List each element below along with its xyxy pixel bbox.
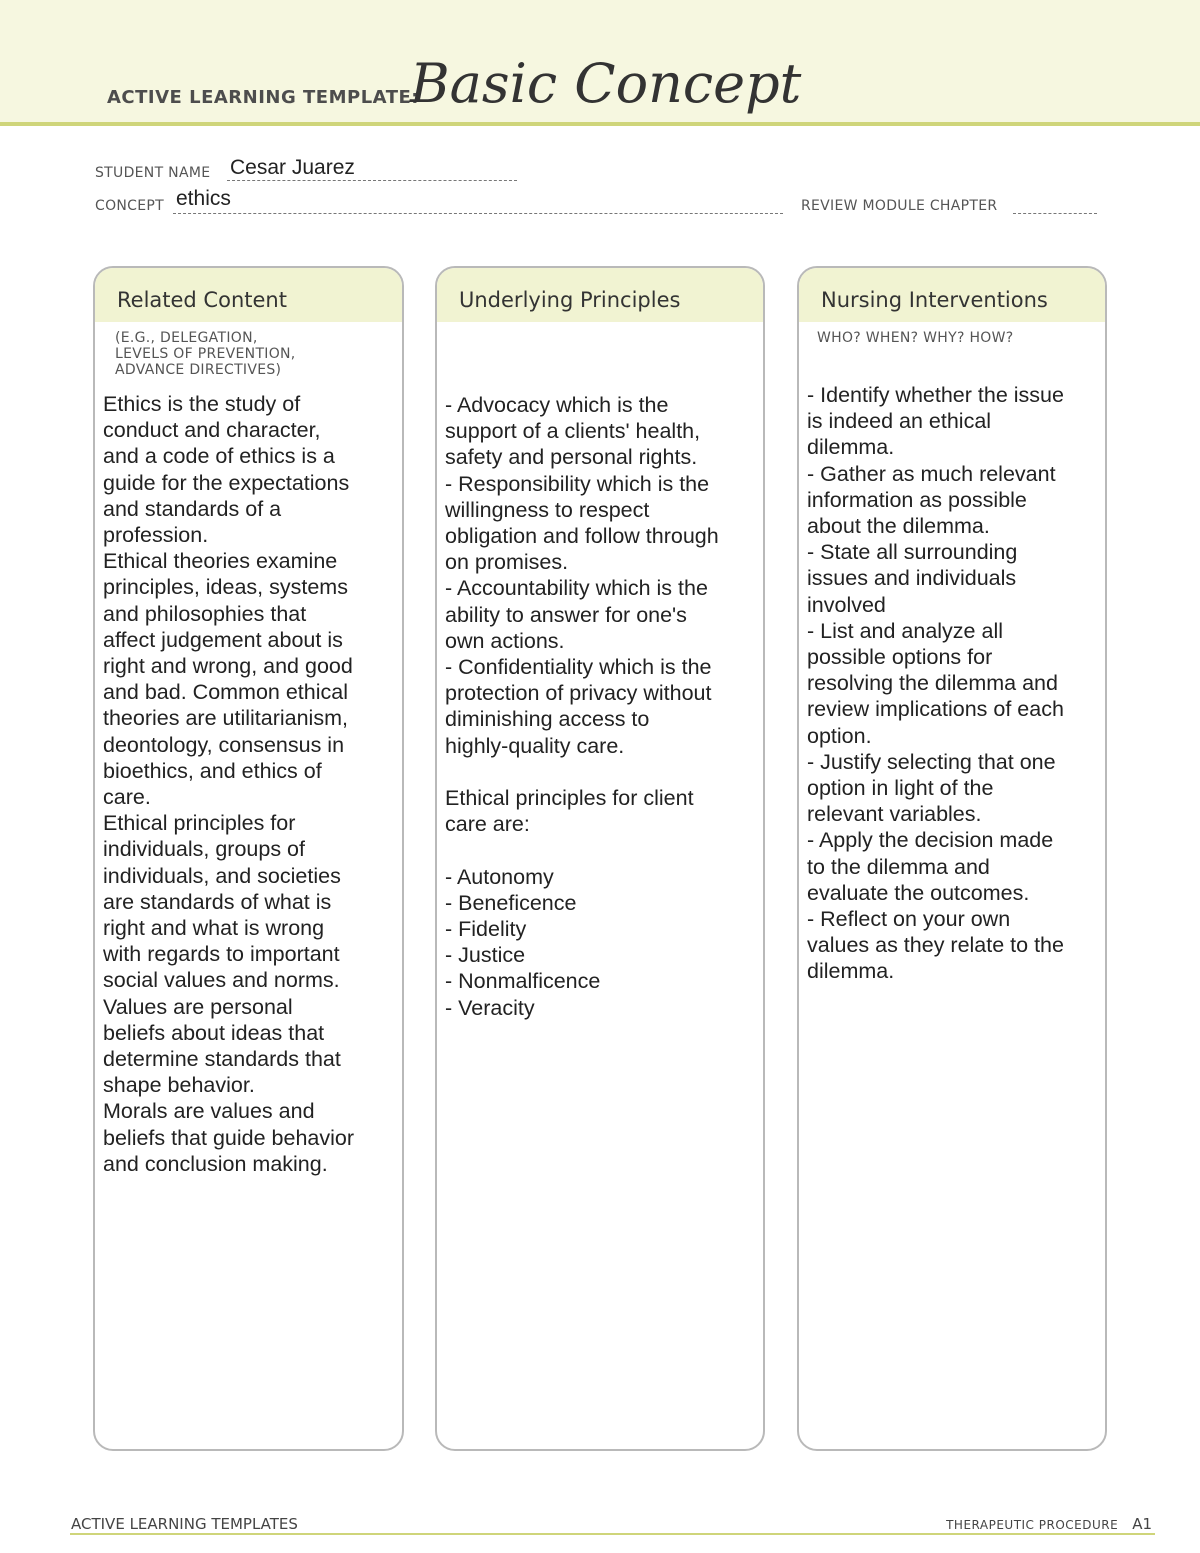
- related-content-title: Related Content: [95, 268, 402, 322]
- footer-rule: [70, 1533, 1155, 1535]
- concept-label: CONCEPT: [95, 198, 164, 214]
- template-title: Basic Concept: [410, 52, 802, 115]
- underlying-principles-title: Underlying Principles: [437, 268, 763, 322]
- header-rule: [0, 122, 1200, 126]
- nursing-interventions-text[interactable]: - Identify whether the issue is indeed an ethical dilemma. - Gather as much relevant information as possible about the dilemma. - State all surrounding issues and individuals involved - List and analyze all possible options for resolving the dilemma and review implications of each option. - Justify selecting that one option in light of the relevant variables. - Apply the decision made to the dilemma and evaluate the outcomes. - Reflect on your own values as they relate to the dilemma.: [807, 383, 1064, 984]
- footer-right: [946, 1515, 1152, 1533]
- underlying-principles-text[interactable]: - Advocacy which is the support of a clients' health, safety and personal rights. - Responsibility which is the willingness to respect obligation and follow through on promises. - Accountability which is the ability to answer for one's own actions. - Confidentiality which is the protection of privacy without diminishing access to highly-quality care. Ethical principles for client care are: - Autonomy - Beneficence - Fidelity - Justice - Nonmalficence - Veracity: [445, 393, 719, 1020]
- student-name-field[interactable]: Cesar Juarez: [230, 156, 355, 179]
- student-name-line: [227, 180, 517, 181]
- nursing-interventions-panel: [797, 266, 1107, 1451]
- concept-line: [173, 213, 783, 214]
- template-label: ACTIVE LEARNING TEMPLATE:: [107, 87, 419, 108]
- underlying-principles-panel: [435, 266, 765, 1451]
- related-content-text[interactable]: Ethics is the study of conduct and character, and a code of ethics is a guide for the expectations and standards of a profession. Ethical theories examine principles, ideas, systems and philosophies that affect judgement about is right and wrong, and good and bad. Common ethical theories are utilitarianism, deontology, consensus in bioethics, and ethics of care. Ethical principles for individuals, groups of individuals, and societies are standards of what is right and what is wrong with regards to important social values and norms. Values are personal beliefs about ideas that determine standards that shape behavior. Morals are values and beliefs that guide behavior and conclusion making.: [103, 392, 355, 1176]
- nursing-interventions-hint: WHO? WHEN? WHY? HOW?: [817, 330, 1014, 346]
- concept-field[interactable]: ethics: [176, 187, 231, 210]
- footer-page-code: A1: [1132, 1515, 1152, 1533]
- nursing-interventions-title: Nursing Interventions: [799, 268, 1105, 322]
- student-name-label: STUDENT NAME: [95, 165, 211, 181]
- review-module-label: REVIEW MODULE CHAPTER: [801, 198, 998, 214]
- footer-left: ACTIVE LEARNING TEMPLATES: [71, 1515, 298, 1533]
- related-content-panel: [93, 266, 404, 1451]
- footer-section: THERAPEUTIC PROCEDURE: [946, 1518, 1119, 1532]
- related-content-hint: (E.G., DELEGATION, LEVELS OF PREVENTION, ADVANCE DIRECTIVES): [115, 330, 296, 378]
- review-module-field[interactable]: [1013, 213, 1097, 214]
